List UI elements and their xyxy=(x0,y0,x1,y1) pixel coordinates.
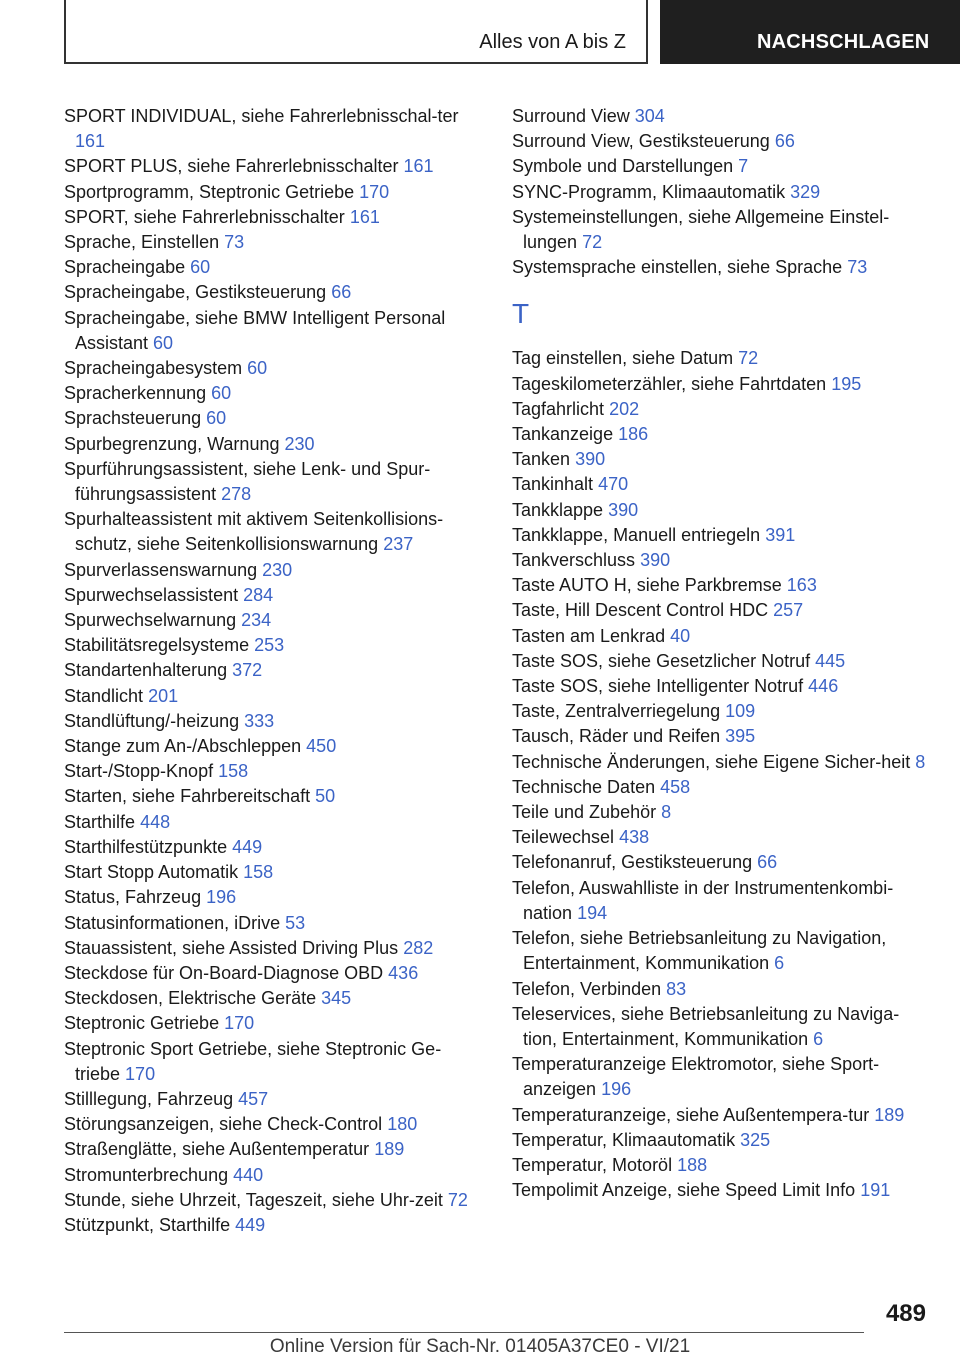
index-entry xyxy=(64,1213,470,1238)
index-entry xyxy=(64,961,470,986)
footer-version-text: Online Version für Sach-Nr. 01405A37CE0 - VI/21 xyxy=(269,1336,691,1357)
index-entry-page-link[interactable]: 195 xyxy=(831,373,862,394)
index-entry-page-link[interactable]: 170 xyxy=(125,1063,156,1084)
index-entry-page-link[interactable]: 194 xyxy=(577,902,608,923)
index-entry-term: Taste AUTO H, siehe Parkbremse xyxy=(512,575,782,596)
index-entry-page-link[interactable]: 161 xyxy=(75,131,106,152)
index-entry xyxy=(64,154,470,179)
index-entry-page-link[interactable]: 325 xyxy=(740,1129,771,1150)
index-entry xyxy=(64,986,470,1011)
index-entry-page-link[interactable]: 257 xyxy=(773,600,804,621)
index-entry xyxy=(512,699,930,724)
index-entry xyxy=(512,1103,930,1128)
index-entry xyxy=(64,1137,470,1162)
index-entry-page-link[interactable]: 161 xyxy=(403,156,434,177)
index-entry-page-link[interactable]: 60 xyxy=(206,408,227,429)
index-entry xyxy=(512,523,930,548)
index-entry-page-link[interactable]: 230 xyxy=(284,433,315,454)
index-entry-term: SPORT PLUS, siehe Fahrerlebnisschalter xyxy=(64,156,399,177)
index-entry xyxy=(64,1163,470,1188)
index-entry-page-link[interactable]: 201 xyxy=(148,685,179,706)
index-entry-term: Steptronic Sport Getriebe, siehe Steptronic Ge-triebe xyxy=(64,1038,442,1084)
index-entry xyxy=(512,876,930,926)
index-entry-page-link[interactable]: 6 xyxy=(774,953,785,974)
index-entry-page-link[interactable]: 191 xyxy=(860,1180,891,1201)
index-entry xyxy=(512,750,930,775)
index-entry-page-link[interactable]: 436 xyxy=(388,962,419,983)
index-entry-page-link[interactable]: 158 xyxy=(243,862,274,883)
index-entry-page-link[interactable]: 8 xyxy=(915,751,926,772)
header-section-box xyxy=(64,0,648,64)
index-entry xyxy=(64,734,470,759)
index-entry-page-link[interactable]: 304 xyxy=(634,106,665,126)
index-entry-term: Starten, siehe Fahrbereitschaft xyxy=(64,786,311,807)
index-entry xyxy=(512,573,930,598)
index-entry-page-link[interactable]: 73 xyxy=(224,232,245,253)
index-entry-page-link[interactable]: 438 xyxy=(619,827,650,848)
index-entry-term: Spurverlassenswarnung xyxy=(64,559,258,580)
index-entry xyxy=(64,911,470,936)
index-entry-term: Telefon, Verbinden xyxy=(512,978,662,999)
index-entry-page-link[interactable]: 196 xyxy=(601,1079,632,1100)
index-entry xyxy=(64,406,470,431)
index-entry xyxy=(64,835,470,860)
index-entry-page-link[interactable]: 73 xyxy=(847,257,868,278)
index-entry-term: Start-/Stopp-Knopf xyxy=(64,761,214,782)
index-entry-term: Taste SOS, siehe Intelligenter Notruf xyxy=(512,676,804,697)
index-entry xyxy=(64,633,470,658)
index-entry-term: Tankverschluss xyxy=(512,550,636,571)
index-group-t xyxy=(512,346,930,1203)
index-entry-page-link[interactable]: 189 xyxy=(374,1139,405,1160)
index-entry xyxy=(64,860,470,885)
index-entry-term: Spracheingabesystem xyxy=(64,358,243,379)
index-entry xyxy=(512,649,930,674)
index-entry-page-link[interactable]: 448 xyxy=(140,811,171,832)
index-entry xyxy=(512,775,930,800)
index-entry-term: Surround View xyxy=(512,106,630,126)
index-entry-term: Status, Fahrzeug xyxy=(64,887,202,908)
index-entry-term: Straßenglätte, siehe Außentemperatur xyxy=(64,1139,370,1160)
index-entry-page-link[interactable]: 186 xyxy=(618,424,649,445)
index-entry-page-link[interactable]: 391 xyxy=(765,524,796,545)
index-entry-term: Tankanzeige xyxy=(512,424,614,445)
index-entry-page-link[interactable]: 83 xyxy=(666,978,687,999)
index-entry-term: Stromunterbrechung xyxy=(64,1164,229,1185)
index-entry xyxy=(64,306,470,356)
index-entry xyxy=(512,498,930,523)
index-entry-term: Tagfahrlicht xyxy=(512,398,605,419)
index-entry xyxy=(512,598,930,623)
index-entry-page-link[interactable]: 72 xyxy=(738,348,759,369)
index-entry xyxy=(64,810,470,835)
index-entry-page-link[interactable]: 253 xyxy=(254,635,285,656)
index-entry xyxy=(64,205,470,230)
index-column-right xyxy=(512,104,930,1203)
index-entry xyxy=(64,885,470,910)
index-entry-term: Temperatur, Motoröl xyxy=(512,1154,673,1175)
header-section-title: Alles von A bis Z xyxy=(479,31,626,53)
index-entry xyxy=(64,1011,470,1036)
index-entry xyxy=(64,507,470,557)
index-entry xyxy=(512,1128,930,1153)
index-entry-term: Systemsprache einstellen, siehe Sprache xyxy=(512,257,843,278)
index-entry-page-link[interactable]: 109 xyxy=(725,701,756,722)
index-entry xyxy=(512,624,930,649)
index-entry-page-link[interactable]: 72 xyxy=(582,232,603,253)
index-entry-page-link[interactable]: 158 xyxy=(218,761,249,782)
index-entry-term: Taste SOS, siehe Gesetzlicher Notruf xyxy=(512,650,811,671)
index-entry-page-link[interactable]: 234 xyxy=(241,610,272,631)
index-entry-term: SPORT, siehe Fahrerlebnisschalter xyxy=(64,206,345,227)
index-entry-page-link[interactable]: 40 xyxy=(670,625,691,646)
index-entry-page-link[interactable]: 372 xyxy=(232,660,263,681)
index-entry-page-link[interactable]: 449 xyxy=(232,836,263,857)
index-entry-term: Tageskilometerzähler, siehe Fahrtdaten xyxy=(512,373,827,394)
index-entry-term: Standlicht xyxy=(64,685,144,706)
index-entry-page-link[interactable]: 333 xyxy=(244,710,275,731)
index-entry xyxy=(64,1188,470,1213)
index-entry-page-link[interactable]: 6 xyxy=(813,1028,824,1049)
index-entry-page-link[interactable]: 66 xyxy=(331,282,352,303)
index-entry-page-link[interactable]: 446 xyxy=(808,676,839,697)
index-entry-page-link[interactable]: 470 xyxy=(598,474,629,495)
index-entry-term: Symbole und Darstellungen xyxy=(512,156,734,177)
index-entry-page-link[interactable]: 7 xyxy=(738,156,749,177)
page-number: 489 xyxy=(885,1300,926,1327)
index-entry-page-link[interactable]: 189 xyxy=(874,1104,905,1125)
index-entry-page-link[interactable]: 329 xyxy=(790,181,821,202)
index-entry-term: Stunde, siehe Uhrzeit, Tageszeit, siehe Uhr-zeit xyxy=(64,1189,443,1210)
index-entry xyxy=(64,381,470,406)
index-entry xyxy=(512,674,930,699)
index-entry-term: Stilllegung, Fahrzeug xyxy=(64,1088,234,1109)
index-entry-page-link[interactable]: 440 xyxy=(233,1164,264,1185)
index-entry-term: Stabilitätsregelsysteme xyxy=(64,635,250,656)
index-entry xyxy=(512,372,930,397)
index-entry-term: Technische Daten xyxy=(512,776,656,797)
index-entry-term: Tankinhalt xyxy=(512,474,594,495)
index-entry-term: Stützpunkt, Starthilfe xyxy=(64,1214,231,1235)
index-entry-page-link[interactable]: 188 xyxy=(677,1154,708,1175)
index-entry-page-link[interactable]: 284 xyxy=(243,584,274,605)
index-entry xyxy=(64,1112,470,1137)
index-entry-page-link[interactable]: 450 xyxy=(306,736,337,757)
index-entry-term: Tag einstellen, siehe Datum xyxy=(512,348,734,369)
index-entry xyxy=(64,684,470,709)
index-entry-term: Spracherkennung xyxy=(64,383,207,404)
index-entry-page-link[interactable]: 390 xyxy=(608,499,639,520)
index-entry-page-link[interactable]: 50 xyxy=(315,786,336,807)
index-entry xyxy=(64,658,470,683)
index-entry xyxy=(512,1153,930,1178)
index-entry xyxy=(512,472,930,497)
index-entry xyxy=(512,825,930,850)
index-entry-term: SPORT INDIVIDUAL, siehe Fahrerlebnisschal-ter xyxy=(64,106,459,126)
index-entry-term: Spurwechselwarnung xyxy=(64,610,237,631)
index-column-left xyxy=(64,104,470,1238)
index-entry xyxy=(512,129,930,154)
index-entry-term: Standartenhalterung xyxy=(64,660,228,681)
index-entry-term: Taste, Zentralverriegelung xyxy=(512,701,721,722)
index-entry xyxy=(512,154,930,179)
index-entry xyxy=(512,548,930,573)
index-entry xyxy=(64,432,470,457)
index-entry xyxy=(64,936,470,961)
index-entry-term: Sportprogramm, Steptronic Getriebe xyxy=(64,181,355,202)
index-entry xyxy=(512,800,930,825)
index-entry-term: Telefonanruf, Gestiksteuerung xyxy=(512,852,753,873)
index-entry xyxy=(512,1052,930,1102)
index-entry-page-link[interactable]: 53 xyxy=(285,912,306,933)
index-entry-term: Steckdose für On-Board-Diagnose OBD xyxy=(64,962,384,983)
index-entry-page-link[interactable]: 449 xyxy=(235,1214,266,1235)
index-entry xyxy=(64,1037,470,1087)
index-entry-term: Spurhalteassistent mit aktivem Seitenkollisions-schutz, siehe Seitenkollisionswarnung xyxy=(64,509,444,555)
index-entry-term: Sprachsteuerung xyxy=(64,408,202,429)
index-entry-page-link[interactable]: 458 xyxy=(660,776,691,797)
index-entry-page-link[interactable]: 170 xyxy=(359,181,390,202)
index-entry-term: Tankklappe, Manuell entriegeln xyxy=(512,524,761,545)
index-entry-page-link[interactable]: 202 xyxy=(609,398,640,419)
index-entry-page-link[interactable]: 445 xyxy=(815,650,846,671)
index-entry xyxy=(512,255,930,280)
index-entry xyxy=(512,926,930,976)
index-entry-term: Störungsanzeigen, siehe Check-Control xyxy=(64,1114,383,1135)
index-entry-term: Temperaturanzeige, siehe Außentempera-tur xyxy=(512,1104,870,1125)
index-entry-term: Spracheingabe, siehe BMW Intelligent Personal Assistant xyxy=(64,307,446,353)
index-entry-term: Tempolimit Anzeige, siehe Speed Limit Info xyxy=(512,1180,856,1201)
index-entry xyxy=(64,583,470,608)
index-entry-term: Telefon, siehe Betriebsanleitung zu Navigation, Entertainment, Kommunikation xyxy=(512,928,887,974)
index-entry-term: Systemeinstellungen, siehe Allgemeine Einstel-lungen xyxy=(512,206,890,253)
index-entry xyxy=(512,104,930,129)
index-entry-term: Steptronic Getriebe xyxy=(64,1013,220,1034)
index-entry-page-link[interactable]: 8 xyxy=(661,802,672,823)
index-entry-page-link[interactable]: 66 xyxy=(774,131,795,152)
index-entry-term: Tasten am Lenkrad xyxy=(512,625,666,646)
index-entry xyxy=(512,1178,930,1203)
index-entry xyxy=(64,230,470,255)
index-entry xyxy=(512,447,930,472)
index-entry-page-link[interactable]: 60 xyxy=(211,383,232,404)
footer-divider xyxy=(64,1332,864,1333)
header-chapter-title: NACHSCHLAGEN xyxy=(757,31,930,53)
index-entry xyxy=(512,977,930,1002)
index-entry xyxy=(64,255,470,280)
index-entry-page-link[interactable]: 278 xyxy=(221,484,252,505)
index-entry-term: Teile und Zubehör xyxy=(512,802,657,823)
index-entry-term: Surround View, Gestiksteuerung xyxy=(512,131,770,152)
index-entry xyxy=(512,397,930,422)
index-entry-page-link[interactable]: 237 xyxy=(383,534,414,555)
index-entry xyxy=(512,1002,930,1052)
index-entry-term: Spurwechselassistent xyxy=(64,584,239,605)
index-entry xyxy=(64,608,470,633)
index-entry-page-link[interactable]: 161 xyxy=(349,206,380,227)
index-entry-page-link[interactable]: 345 xyxy=(321,988,352,1009)
index-entry-page-link[interactable]: 72 xyxy=(447,1189,468,1210)
index-entry-term: Starthilfestützpunkte xyxy=(64,836,228,857)
index-entry-term: Stange zum An-/Abschleppen xyxy=(64,736,302,757)
index-entry-page-link[interactable]: 395 xyxy=(725,726,756,747)
index-entry-term: Technische Änderungen, siehe Eigene Sicher-heit xyxy=(512,751,911,772)
index-entry-term: Teleservices, siehe Betriebsanleitung zu Naviga-tion, Entertainment, Kommunikation xyxy=(512,1003,900,1049)
index-letter-heading: T xyxy=(512,298,530,330)
index-entry-page-link[interactable]: 390 xyxy=(575,449,606,470)
index-entry-term: Sprache, Einstellen xyxy=(64,232,220,253)
index-group-s-continued xyxy=(512,104,930,280)
index-entry-term: Start Stopp Automatik xyxy=(64,862,239,883)
index-entry-term: Tausch, Räder und Reifen xyxy=(512,726,721,747)
index-entry xyxy=(64,759,470,784)
index-entry-term: Spracheingabe xyxy=(64,257,186,278)
index-entry-term: Temperatur, Klimaautomatik xyxy=(512,1129,736,1150)
index-entry-page-link[interactable]: 282 xyxy=(403,937,434,958)
index-entry-term: Taste, Hill Descent Control HDC xyxy=(512,600,769,621)
index-entry xyxy=(512,346,930,371)
index-entry xyxy=(512,724,930,749)
index-entry xyxy=(64,709,470,734)
index-entry xyxy=(64,104,470,154)
index-entry-term: Spurführungsassistent, siehe Lenk- und Spur-führungsassistent xyxy=(64,458,431,505)
index-entry-page-link[interactable]: 163 xyxy=(786,575,817,596)
index-entry-term: Starthilfe xyxy=(64,811,136,832)
index-entry xyxy=(64,1087,470,1112)
index-entry-term: Tankklappe xyxy=(512,499,604,520)
index-entry-term: Standlüftung/-heizung xyxy=(64,710,240,731)
header-chapter-tab xyxy=(660,0,960,64)
index-entry-page-link[interactable]: 230 xyxy=(262,559,293,580)
index-entry xyxy=(512,205,930,255)
index-entry xyxy=(64,356,470,381)
index-entry-page-link[interactable]: 457 xyxy=(238,1088,269,1109)
index-entry-page-link[interactable]: 170 xyxy=(224,1013,255,1034)
index-entry xyxy=(64,558,470,583)
index-entry-term: Statusinformationen, iDrive xyxy=(64,912,281,933)
index-entry-page-link[interactable]: 60 xyxy=(247,358,268,379)
index-entry-term: SYNC-Programm, Klimaautomatik xyxy=(512,181,786,202)
index-entry-term: Spracheingabe, Gestiksteuerung xyxy=(64,282,327,303)
index-entry-page-link[interactable]: 60 xyxy=(153,332,174,353)
index-entry xyxy=(512,850,930,875)
index-entry xyxy=(64,180,470,205)
index-entry-page-link[interactable]: 390 xyxy=(640,550,671,571)
index-entry-page-link[interactable]: 196 xyxy=(206,887,237,908)
index-entry-term: Spurbegrenzung, Warnung xyxy=(64,433,280,454)
index-entry xyxy=(64,457,470,507)
index-entry-page-link[interactable]: 60 xyxy=(190,257,211,278)
index-entry-term: Telefon, Auswahlliste in der Instrumentenkombi-nation xyxy=(512,877,894,923)
index-entry xyxy=(512,180,930,205)
index-entry xyxy=(64,280,470,305)
index-entry-term: Tanken xyxy=(512,449,571,470)
index-entry-page-link[interactable]: 180 xyxy=(387,1114,418,1135)
index-entry-page-link[interactable]: 66 xyxy=(757,852,778,873)
index-entry-term: Steckdosen, Elektrische Geräte xyxy=(64,988,317,1009)
index-entry-term: Temperaturanzeige Elektromotor, siehe Sport-anzeigen xyxy=(512,1054,880,1100)
index-entry-term: Stauassistent, siehe Assisted Driving Plus xyxy=(64,937,399,958)
index-entry xyxy=(64,784,470,809)
index-entry xyxy=(512,422,930,447)
index-entry-term: Teilewechsel xyxy=(512,827,615,848)
